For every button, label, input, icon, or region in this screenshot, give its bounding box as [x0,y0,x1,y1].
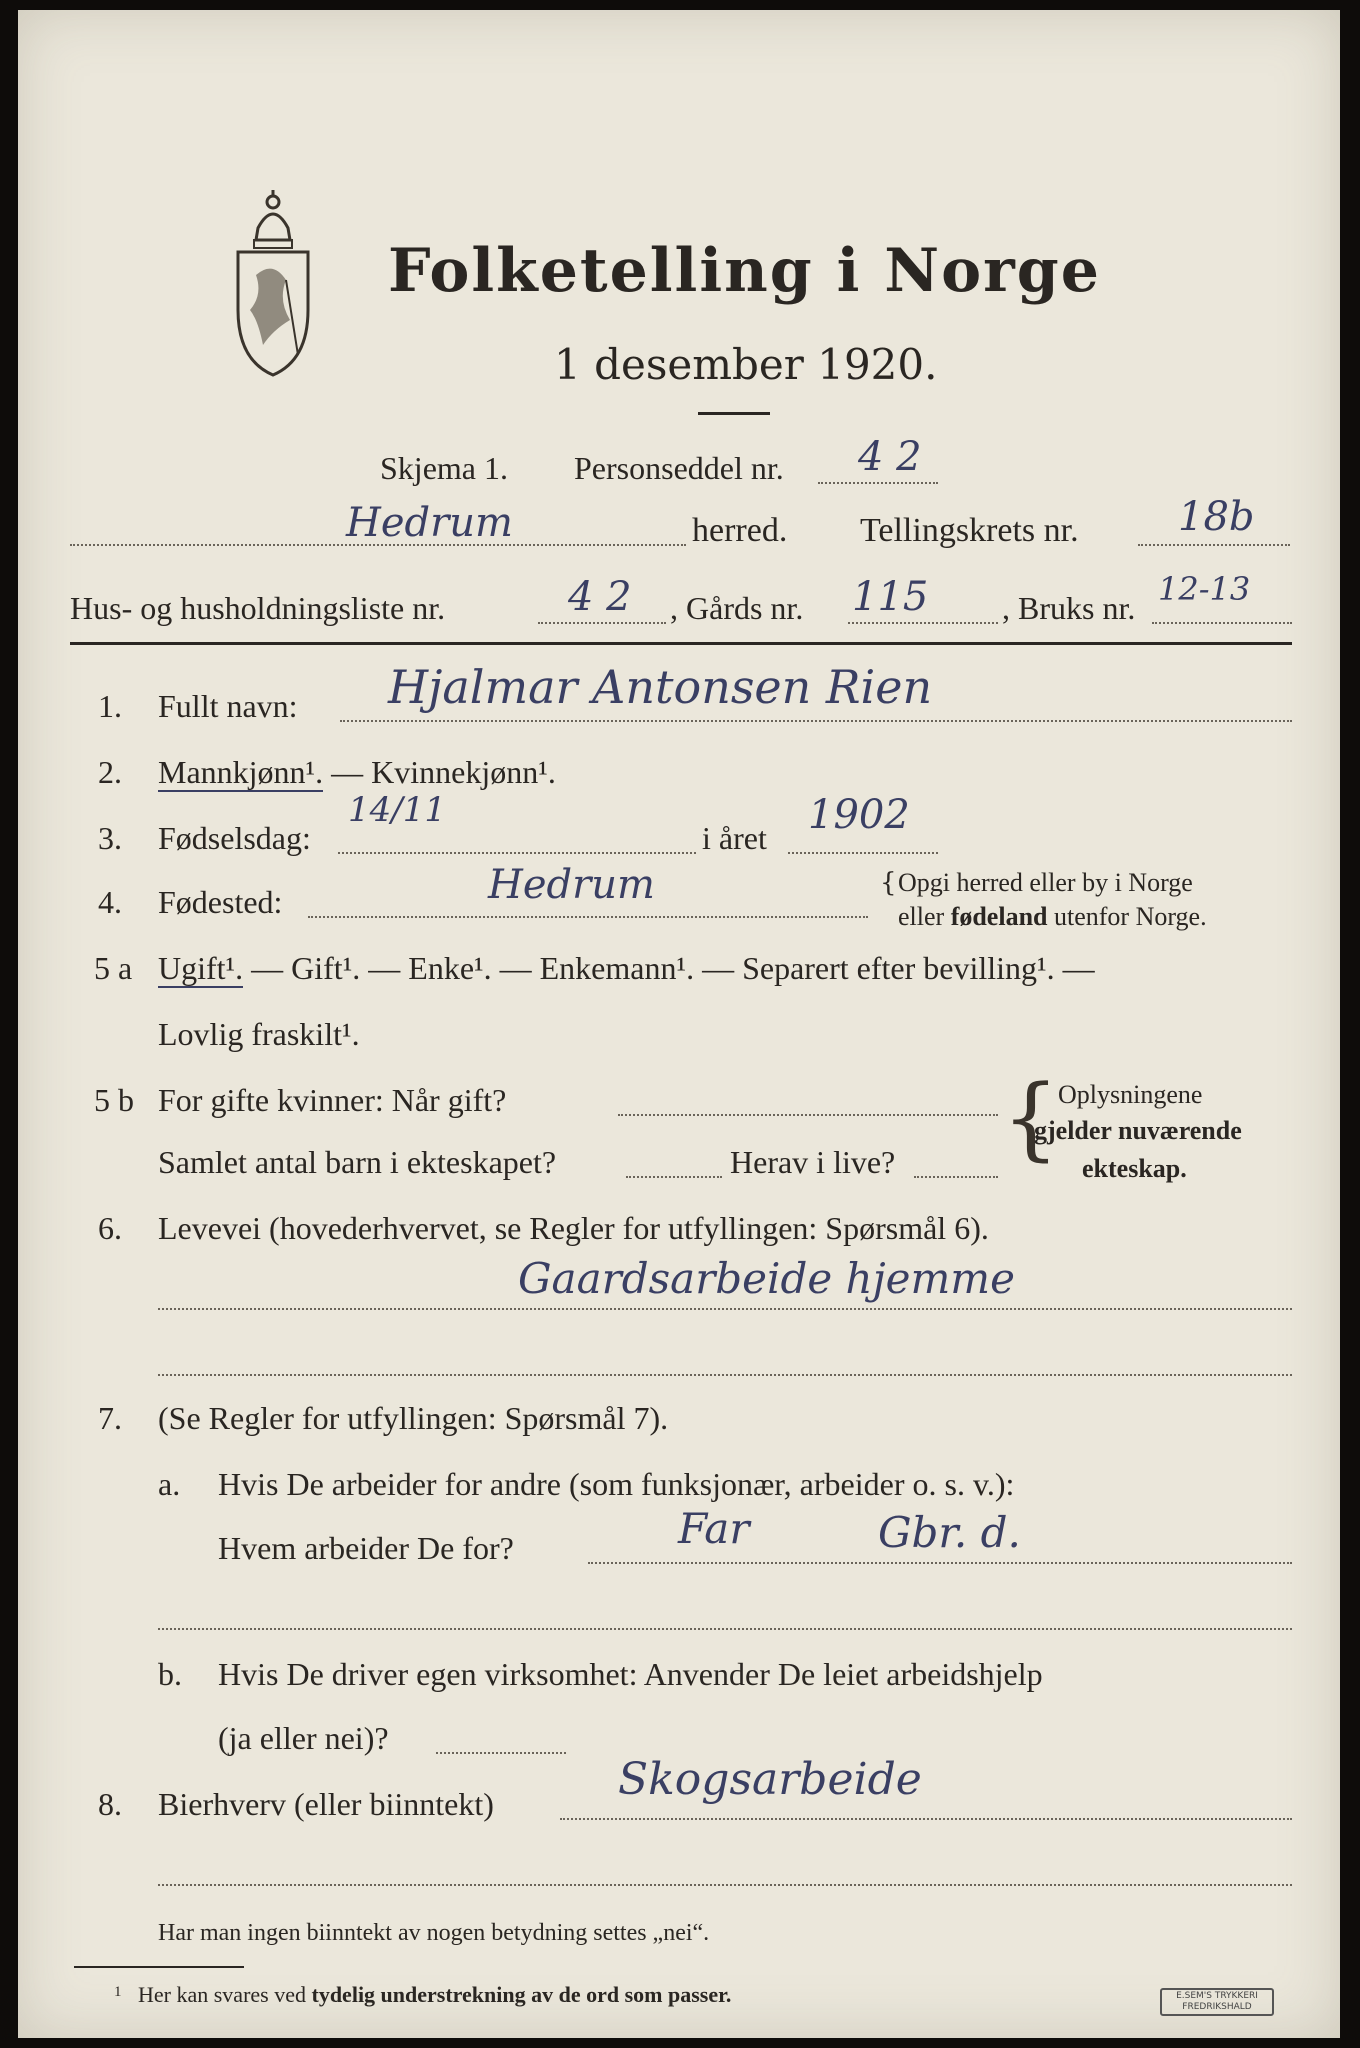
footnote-rule [74,1966,244,1968]
title-divider [698,412,770,415]
q7a-question: Hvem arbeider De for? [218,1530,514,1566]
q1-full-name: Hjalmar Antonsen Rien [388,660,933,714]
q1-label: Fullt navn: [158,688,298,724]
q3-year-line [788,852,938,854]
bruks-label: , Bruks nr. [1002,590,1136,626]
tellingskrets-line [1138,544,1290,546]
q6-label: Levevei (hovederhvervet, se Regler for utfyllingen: Spørsmål 6). [158,1210,989,1246]
printer-line2: FREDRIKSHALD [1182,2002,1252,2012]
q5b-note1: Oplysningene [1058,1080,1203,1109]
q3-birthday: 14/11 [348,790,446,830]
hus-label: Hus- og husholdningsliste nr. [70,590,446,626]
form-title: Folketelling i Norge [388,236,1101,306]
q2-male-underlined: Mannkjønn¹. [158,754,324,790]
q4-note-post: utenfor Norge. [1047,902,1207,931]
header-rule [70,642,1292,645]
q6-line1 [158,1308,1292,1310]
q6-number: 6. [98,1210,122,1246]
q4-label: Fødested: [158,884,283,920]
footnote-text [138,1982,731,2008]
q8-label: Bierhverv (eller biinntekt) [158,1786,494,1822]
q5b-line3 [914,1176,998,1178]
personseddel-label: Personseddel nr. [574,450,784,486]
personseddel-value: 4 2 [858,434,922,480]
coat-of-arms-icon [228,180,318,384]
q5b-line1 [618,1114,998,1116]
q5b-label1: For gifte kvinner: Når gift? [158,1082,507,1118]
q5b-brace: { [1002,1066,1060,1171]
q5a-ugift-underlined: Ugift¹. [158,950,244,986]
skjema-label: Skjema 1. [380,450,508,486]
bruks-line [1152,622,1292,624]
q3-year: 1902 [808,792,910,838]
q7b-line [436,1752,566,1754]
q7a-label: Hvis De arbeider for andre (som funksjonær, arbeider o. s. v.): [218,1466,1015,1502]
tellingskrets-value: 18b [1178,494,1255,540]
q6-occupation: Gaardsarbeide hjemme [518,1254,1015,1303]
census-form [18,10,1340,2038]
q7a-employer: Far [678,1504,750,1553]
q5a-options [158,950,1095,987]
q4-note-pre: eller [898,902,951,931]
q3-year-label: i året [702,820,767,856]
q2-female: — Kvinnekjønn¹. [323,754,556,790]
q1-line [340,720,1292,722]
q4-line [308,916,868,918]
q4-note-bold: fødeland [950,902,1048,931]
q5b-note2: gjelder nuværende [1034,1116,1242,1145]
footnote-pre: Her kan svares ved [138,1982,312,2007]
q4-note-line2 [898,902,1207,932]
q4-note-line1: Opgi herred eller by i Norge [898,868,1193,897]
form-date: 1 desember 1920. [554,340,938,389]
q2-number: 2. [98,754,122,790]
q1-number: 1. [98,688,122,724]
q3-line [338,852,696,854]
q8-line1 [560,1818,1292,1820]
q8-side-occupation: Skogsarbeide [618,1754,922,1805]
q6-line2 [158,1374,1292,1376]
gards-value: 115 [852,574,929,620]
herred-value: Hedrum [346,500,513,546]
q5b-number: 5 b [94,1082,134,1118]
bruks-value: 12-13 [1158,570,1251,608]
q7a-number: a. [158,1466,181,1502]
footnote-number: 1 [114,1984,122,2000]
q5b-note3: ekteskap. [1082,1154,1187,1183]
q7-label: (Se Regler for utfyllingen: Spørsmål 7). [158,1400,669,1436]
footer-note: Har man ingen biinntekt av nogen betydning settes „nei“. [158,1920,710,1946]
q8-line2 [158,1884,1292,1886]
personseddel-line [818,482,938,484]
gards-line [848,622,998,624]
tellingskrets-label: Tellingskrets nr. [860,512,1079,549]
q4-birthplace: Hedrum [488,862,655,908]
q5a-other-options: — Gift¹. — Enke¹. — Enkemann¹. — Separert efter bevilling¹. — [243,950,1095,986]
q4-brace: { [880,868,897,898]
q5a-number: 5 a [94,950,133,986]
q7a-line2 [158,1628,1292,1630]
q7a-employer-note: Gbr. d. [878,1508,1021,1557]
q4-number: 4. [98,884,122,920]
q5b-label2: Samlet antal barn i ekteskapet? [158,1144,557,1180]
q5b-line2 [626,1176,722,1178]
hus-line [538,622,666,624]
q7b-label: Hvis De driver egen virksomhet: Anvender De leiet arbeidshjelp [218,1656,1043,1692]
q5a-line2: Lovlig fraskilt¹. [158,1016,360,1052]
q8-number: 8. [98,1786,122,1822]
printer-line1: E.SEM'S TRYKKERI [1176,1991,1258,2001]
q2-options [158,754,556,791]
q7b-question: (ja eller nei)? [218,1720,389,1756]
footnote-bold: tydelig understrekning av de ord som passer. [311,1982,732,2007]
gards-label: , Gårds nr. [670,590,804,626]
q7a-line1 [588,1562,1292,1564]
q3-number: 3. [98,820,122,856]
herred-label: herred. [692,512,788,549]
q3-label: Fødselsdag: [158,820,311,856]
q7-number: 7. [98,1400,122,1436]
q5b-label3: Herav i live? [730,1144,896,1180]
hus-value: 4 2 [568,574,632,620]
q7b-number: b. [158,1656,182,1692]
printer-stamp [1160,1988,1274,2016]
